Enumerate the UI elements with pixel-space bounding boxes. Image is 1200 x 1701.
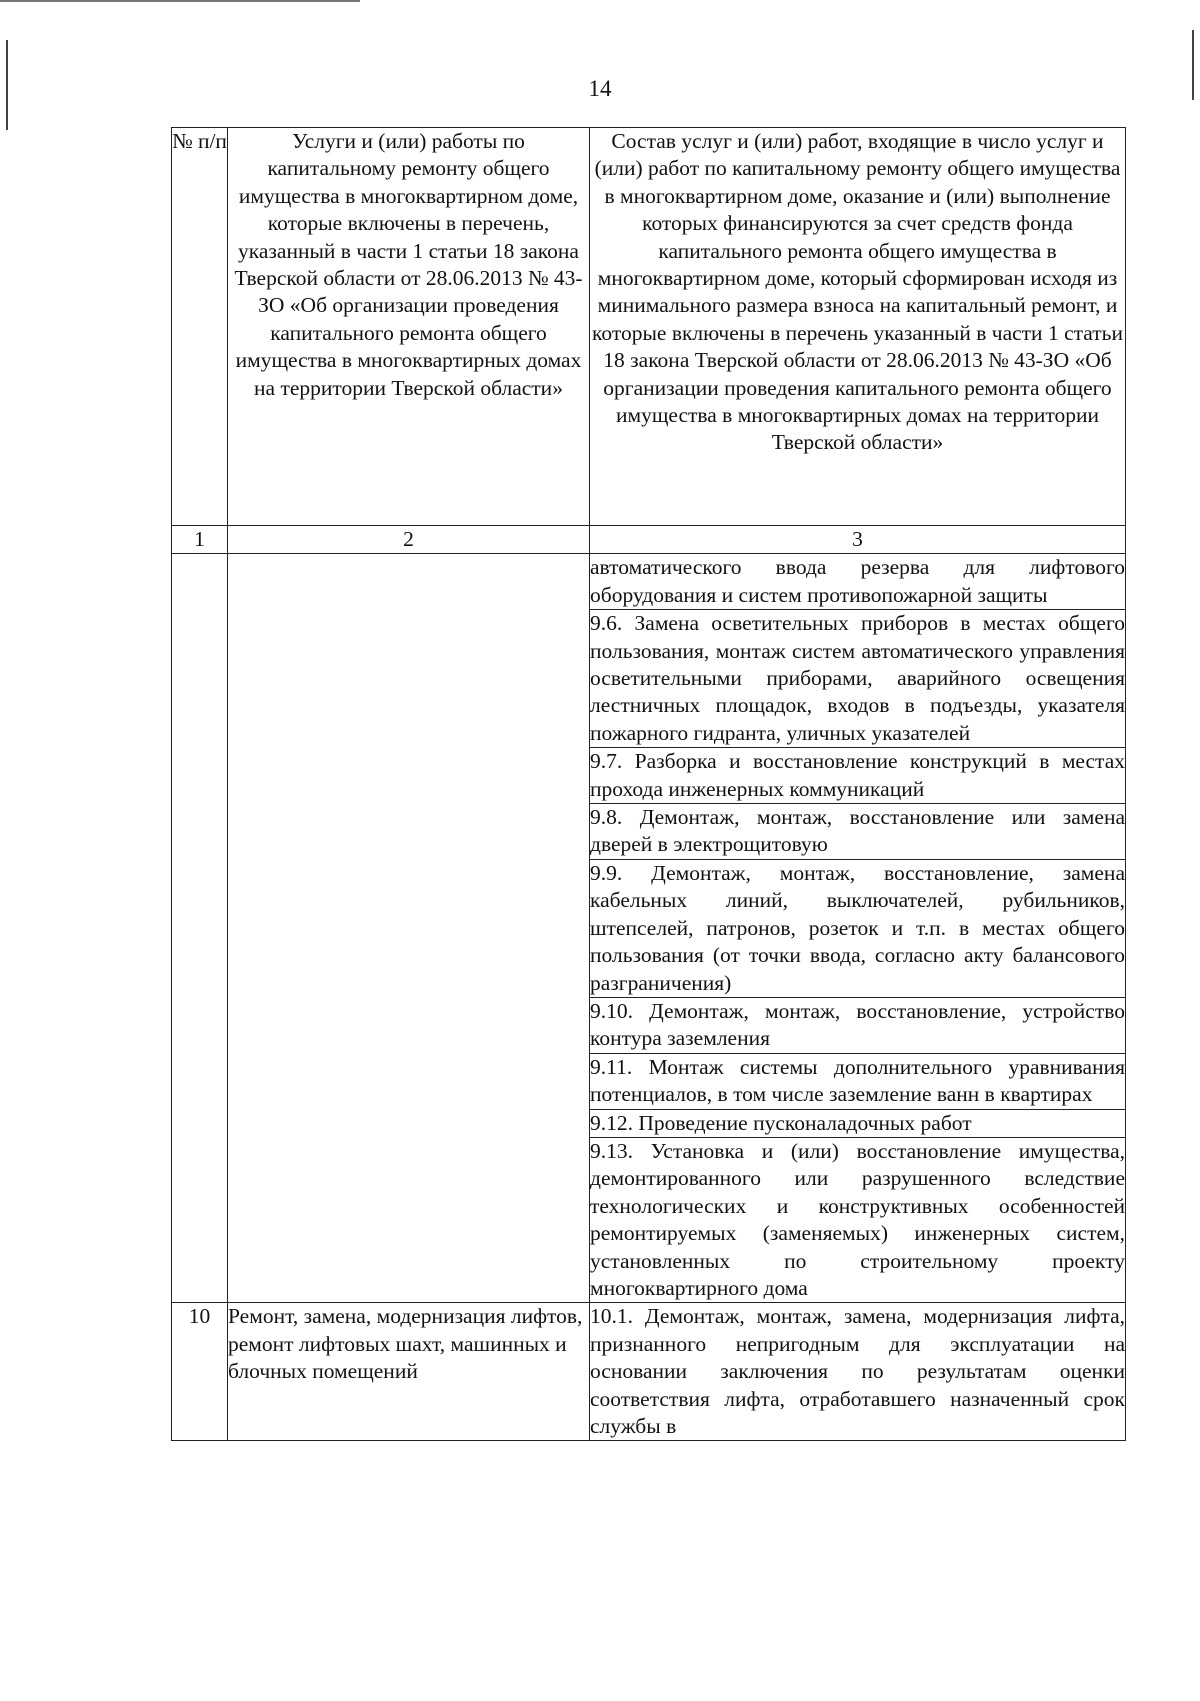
- column-number-1: 1: [172, 526, 228, 554]
- list-item: 9.9. Демонтаж, монтаж, восстановление, замена кабельных линий, выключателей, рубильников, штепселей, патронов, розеток и т.п. в местах общего пользования (от точки ввода, согласно акту балансового разграничения): [590, 859, 1126, 997]
- row9-number-cell: [172, 554, 228, 1303]
- table-row-10: [172, 1303, 1126, 1441]
- row9-service-cell: [228, 554, 590, 1303]
- header-col-number: № п/п: [172, 128, 228, 526]
- list-item: 9.6. Замена осветительных приборов в местах общего пользования, монтаж систем автоматического управления осветительными приборами, аварийного освещения лестничных площадок, входов в подъезды, указателя пожарного гидранта, уличных указателей: [590, 610, 1126, 748]
- row10-service: Ремонт, замена, модернизация лифтов, ремонт лифтовых шахт, машинных и блочных помещений: [228, 1303, 590, 1441]
- list-item: 9.7. Разборка и восстановление конструкций в местах прохода инженерных коммуникаций: [590, 748, 1126, 804]
- list-item: 9.11. Монтаж системы дополнительного уравнивания потенциалов, в том числе заземление ванн в квартирах: [590, 1053, 1126, 1109]
- table-header-row: [172, 128, 1126, 526]
- row10-number: 10: [172, 1303, 228, 1441]
- list-item: 9.8. Демонтаж, монтаж, восстановление или замена дверей в электрощитовую: [590, 804, 1126, 860]
- header-col-composition: Состав услуг и (или) работ, входящие в число услуг и (или) работ по капитальному ремонту общего имущества в многоквартирном доме, оказание и (или) выполнение которых финансируются за счет средств фонда капитального ремонта общего имущества в многоквартирном доме, который сформирован исходя из минимального размера взноса на капитальный ремонт, и которые включены в перечень указанный в части 1 статьи 18 закона Тверской области от 28.06.2013 № 43-ЗО «Об организации проведения капитального ремонта общего имущества в многоквартирных домах на территории Тверской области»: [590, 128, 1126, 526]
- list-item: автоматического ввода резерва для лифтового оборудования и систем противопожарной защиты: [590, 554, 1126, 610]
- page-number: 14: [588, 76, 612, 101]
- list-item: 9.10. Демонтаж, монтаж, восстановление, устройство контура заземления: [590, 997, 1126, 1053]
- scan-edge-line: [0, 0, 360, 2]
- column-number-row: [172, 526, 1126, 554]
- list-item: 9.13. Установка и (или) восстановление имущества, демонтированного или разрушенного вследствие технологических и конструктивных особенностей ремонтируемых (заменяемых) инженерных систем, установленных по строительному проекту многоквартирного дома: [590, 1137, 1126, 1302]
- column-number-3: 3: [590, 526, 1126, 554]
- services-table: [171, 127, 1126, 1441]
- column-number-2: 2: [228, 526, 590, 554]
- table-row: [172, 554, 1126, 610]
- header-col-services: Услуги и (или) работы по капитальному ремонту общего имущества в многоквартирном доме, которые включены в перечень, указанный в части 1 статьи 18 закона Тверской области от 28.06.2013 № 43-ЗО «Об организации проведения капитального ремонта общего имущества в многоквартирных домах на территории Тверской области»: [228, 128, 590, 526]
- list-item: 9.12. Проведение пусконаладочных работ: [590, 1109, 1126, 1137]
- row10-item: 10.1. Демонтаж, монтаж, замена, модернизация лифта, признанного непригодным для эксплуатации на основании заключения по результатам оценки соответствия лифта, отработавшего назначенный срок службы в: [590, 1303, 1126, 1441]
